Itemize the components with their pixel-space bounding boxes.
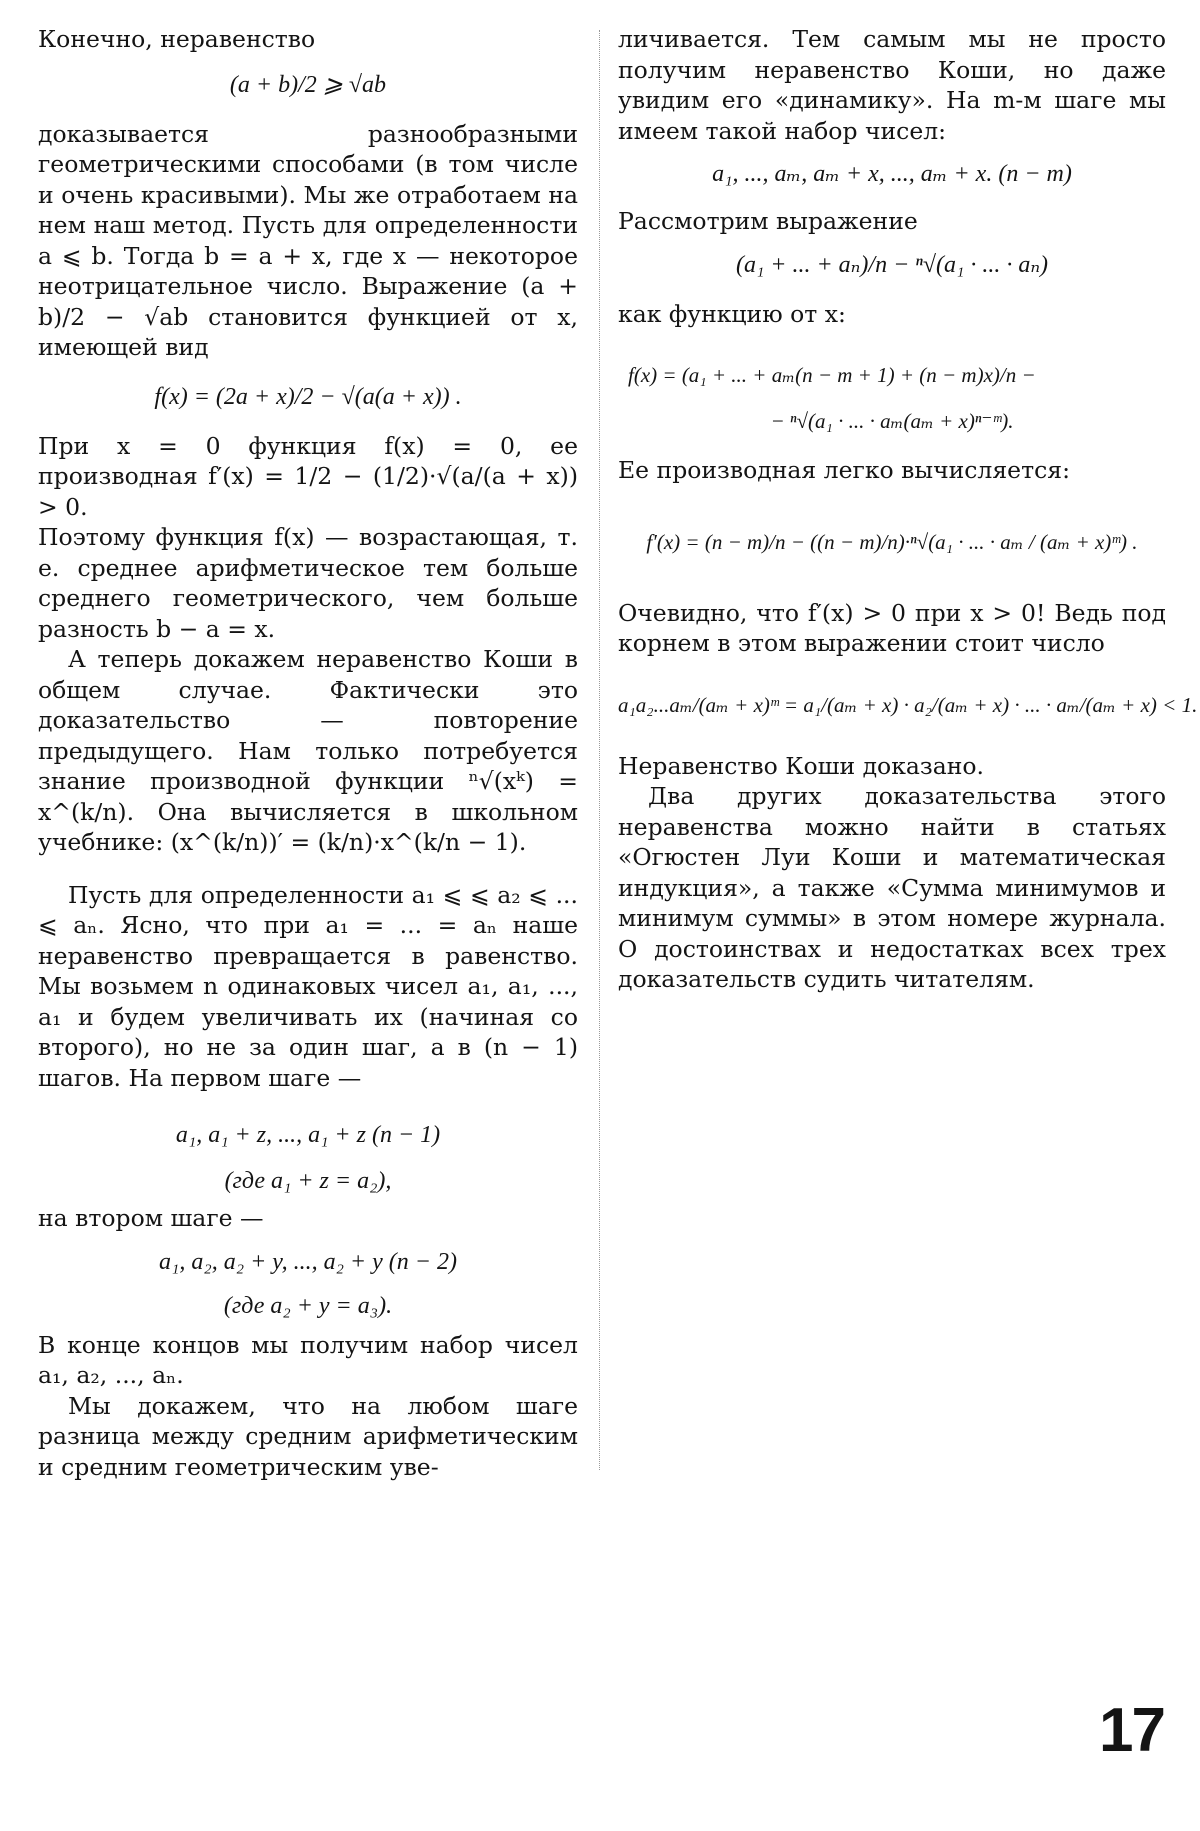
formula-am-minus-gm: (a₁ + ... + aₙ)/n − ⁿ√(a₁ · ... · aₙ)	[735, 251, 1049, 278]
paragraph: как функцию от x:	[618, 299, 846, 328]
formula-second-step: a₁, a₂, a₂ + y, ..., a₂ + y (n − 2)	[159, 1248, 457, 1275]
right-column	[618, 24, 1198, 995]
formula-derivative: f′(x) = (n − m)/n − ((n − m)/n)·ⁿ√(a₁ · ... · aₘ / (aₘ + x)ᵐ) .	[646, 529, 1138, 554]
paragraph: на втором шаге —	[38, 1204, 264, 1232]
formula-first-step-note: (где a₁ + z = a₂),	[224, 1168, 392, 1194]
page-number: 17	[1099, 1696, 1164, 1765]
column-divider	[599, 30, 600, 1470]
left-column	[38, 24, 578, 1482]
formula-second-step-note: (где a₂ + y = a₃).	[223, 1292, 393, 1319]
paragraph: Поэтому функция f(x) — возрастающая, т. е. среднее арифметическое тем больше среднего геометрического, чем больше разность b − a = x.	[38, 523, 578, 643]
paragraph: личивается. Тем самым мы не просто получим неравенство Коши, но даже увидим его «динамику». На m-м шаге мы имеем такой набор чисел:	[618, 25, 1166, 145]
formula-f-of-x-general-cont: − ⁿ√(a₁ · ... · aₘ(aₘ + x)ⁿ⁻ᵐ).	[770, 409, 1014, 433]
paragraph: В конце концов мы получим набор чисел a₁, a₂, ..., aₙ.	[38, 1330, 578, 1389]
paragraph: При x = 0 функция f(x) = 0, ее производная f′(x) = 1/2 − (1/2)·√(a/(a + x)) > 0.	[38, 431, 578, 521]
formula-f-of-x-general: f(x) = (a₁ + ... + aₘ(n − m + 1) + (n − m)x)/n −	[628, 363, 1036, 387]
paragraph: Конечно, неравенство	[38, 25, 316, 53]
paragraph: Ее производная легко вычисляется:	[618, 456, 1070, 484]
paragraph: Мы докажем, что на любом шаге разница между средним арифметическим и средним геометрическим уве-	[38, 1391, 578, 1481]
formula-first-step: a₁, a₁ + z, ..., a₁ + z (n − 1)	[175, 1122, 441, 1148]
formula-f-of-x: f(x) = (2a + x)/2 − √(a(a + x)) .	[154, 383, 462, 410]
paragraph: Неравенство Коши доказано.	[618, 751, 985, 780]
formula-product-less-one: a₁a₂...aₘ/(aₘ + x)ᵐ = a₁/(aₘ + x) · a₂/(aₘ + x) · ... · aₘ/(aₘ + x) < 1.	[618, 692, 1198, 717]
paragraph: Рассмотрим выражение	[618, 207, 918, 235]
formula-am-gm-two: (a + b)/2 ⩾ √ab	[229, 71, 387, 98]
paragraph: А теперь докажем неравенство Коши в общем случае. Фактически это доказательство — повторение предыдущего. Нам только потребуется знание производной функции ⁿ√(xᵏ) = x^(k/n). Она вычисляется в школьном учебнике: (x^(k/n))′ = (k/n)·x^(k/n − 1).	[38, 645, 578, 856]
paragraph: Два других доказательства этого неравенства можно найти в статьях «Огюстен Луи Коши и математическая индукция», а также «Сумма минимумов и минимум суммы» в этом номере журнала. О достоинствах и недостатках всех трех доказательств судить читателям.	[618, 782, 1166, 993]
paragraph: Пусть для определенности a₁ ⩽ ⩽ a₂ ⩽ ... ⩽ aₙ. Ясно, что при a₁ = ... = aₙ наше неравенство превращается в равенство. Мы возьмем n одинаковых чисел a₁, a₁, ..., a₁ и будем увеличивать их (начиная со второго), но не за один шаг, а в (n − 1) шагов. На первом шаге —	[38, 880, 578, 1092]
paragraph: доказывается разнообразными геометрическими способами (в том числе и очень красивыми). Мы же отработаем на нем наш метод. Пусть для определенности a ⩽ b. Тогда b = a + x, где x — некоторое неотрицательное число. Выражение (a + b)/2 − √ab становится функцией от x, имеющей вид	[38, 119, 578, 361]
formula-mth-step-set: a₁, ..., aₘ, aₘ + x, ..., aₘ + x. (n − m)	[712, 161, 1072, 187]
paragraph: Очевидно, что f′(x) > 0 при x > 0! Ведь под корнем в этом выражении стоит число	[618, 598, 1166, 657]
